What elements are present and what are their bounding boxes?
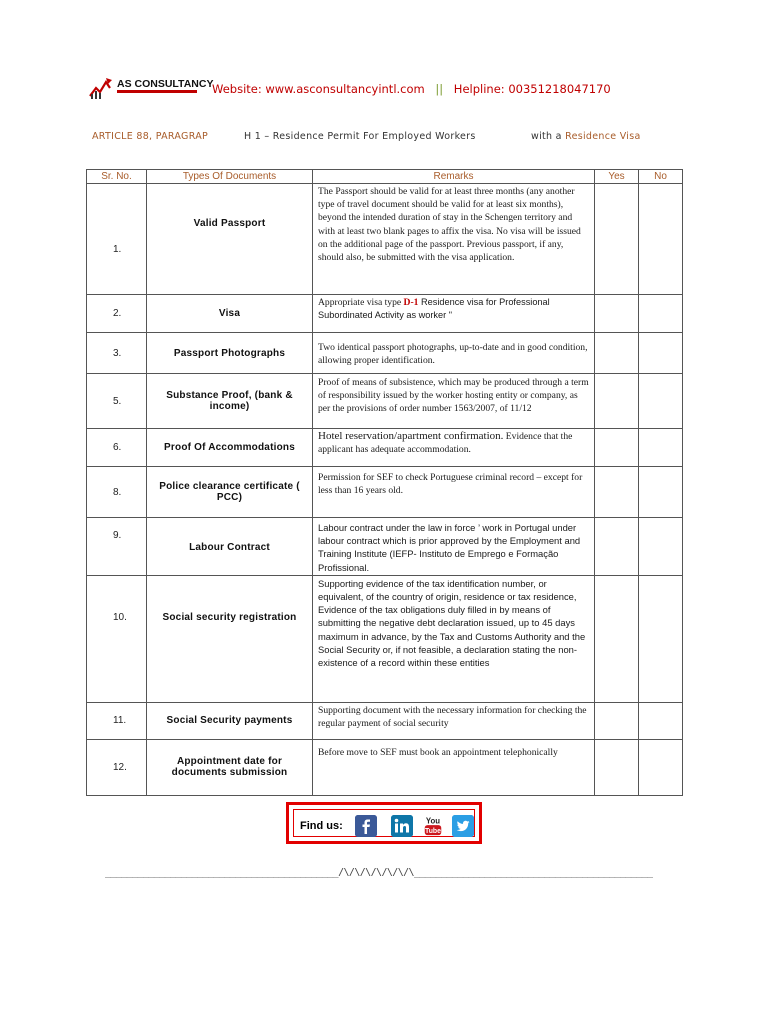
find-us-box xyxy=(286,802,482,844)
row-remarks: Proof of means of subsistence, which may be produced through a term of responsibility issued by the worker hosting entity or company, as per the provisions of order number 1563/2007, of 11/12 xyxy=(313,374,595,429)
facebook-icon[interactable] xyxy=(355,815,377,837)
no-checkbox-cell[interactable] xyxy=(639,374,683,429)
no-checkbox-cell[interactable] xyxy=(639,333,683,374)
remarks-suffix: Residence visa for Professional Subordinated Activity as worker " xyxy=(318,297,550,321)
row-document-type: Proof Of Accommodations xyxy=(147,429,313,467)
yes-checkbox-cell[interactable] xyxy=(595,518,639,576)
youtube-tube-text: Tube xyxy=(425,827,441,835)
header-document-type: Types Of Documents xyxy=(147,170,313,184)
header-no: No xyxy=(639,170,683,184)
yes-checkbox-cell[interactable] xyxy=(595,184,639,295)
remarks-prefix: Appropriate visa type xyxy=(318,297,404,308)
row-remarks: Supporting evidence of the tax identification number, or equivalent, of the country of origin, residence or tax residence, Evidence of the tax obligations duly filled in by means of submitting the negative debt declaration issued, up to 45 days maximum in advance, by the Tax and Customs Authority and the Social Security or, if not feasible, a declaration stating the non-existence of a record within these entities xyxy=(313,575,595,702)
table-row xyxy=(87,374,683,429)
yes-checkbox-cell[interactable] xyxy=(595,575,639,702)
yes-checkbox-cell[interactable] xyxy=(595,295,639,333)
table-header-row xyxy=(87,170,683,184)
article-reference: ARTICLE 88, PARAGRAP xyxy=(92,131,209,142)
row-document-type: Police clearance certificate ( PCC) xyxy=(147,467,313,518)
row-sr-no: 1. xyxy=(87,184,147,295)
table-row xyxy=(87,518,683,576)
visa-type-code: D-1 xyxy=(403,297,419,308)
header-yes: Yes xyxy=(595,170,639,184)
row-document-type: Social Security payments xyxy=(147,702,313,739)
row-sr-no: 9. xyxy=(87,518,147,576)
row-sr-no: 8. xyxy=(87,467,147,518)
row-sr-no: 12. xyxy=(87,739,147,795)
header-sr-no: Sr. No. xyxy=(87,170,147,184)
yes-checkbox-cell[interactable] xyxy=(595,374,639,429)
row-document-type: Substance Proof, (bank & income) xyxy=(147,374,313,429)
table-row xyxy=(87,184,683,295)
row-remarks: The Passport should be valid for at least three months (any another type of travel document should be valid for at least six months), beyond the intended duration of stay in the Schengen territory and with at least two blank pages to affix the visa. No visa will be issued on the additional page of the passport. Previous passport, if any, should also, be submitted with the visa application. xyxy=(313,184,595,295)
no-checkbox-cell[interactable] xyxy=(639,518,683,576)
row-sr-no: 10. xyxy=(87,575,147,702)
header-remarks: Remarks xyxy=(313,170,595,184)
no-checkbox-cell[interactable] xyxy=(639,429,683,467)
row-sr-no: 3. xyxy=(87,333,147,374)
row-remarks: Permission for SEF to check Portuguese criminal record – except for less than 16 years old. xyxy=(313,467,595,518)
find-us-inner-border xyxy=(293,809,475,837)
visa-type-prefix: with a xyxy=(531,131,566,142)
table-row xyxy=(87,702,683,739)
youtube-icon[interactable] xyxy=(423,815,443,837)
yes-checkbox-cell[interactable] xyxy=(595,333,639,374)
row-document-type: Social security registration xyxy=(147,575,313,702)
footer-divider: ___________________________________________/\/\/\/\/\/\/\____________________________________________ xyxy=(105,867,653,878)
row-document-type: Valid Passport xyxy=(147,184,313,295)
remarks-tail: Evidence that the applicant has adequate accommodation. xyxy=(318,431,573,456)
company-logo xyxy=(88,74,214,100)
table-row xyxy=(87,429,683,467)
website-link[interactable]: www.asconsultancyintl.com xyxy=(265,82,425,96)
row-remarks: Before move to SEF must book an appointment telephonically xyxy=(313,739,595,795)
visa-type-highlight: Residence Visa xyxy=(565,131,641,142)
row-sr-no: 5. xyxy=(87,374,147,429)
helpline-label: Helpline: xyxy=(453,82,505,96)
header-separator: || xyxy=(435,82,444,96)
youtube-you-text: You xyxy=(425,816,441,826)
row-remarks: Labour contract under the law in force ’ work in Portugal under labour contract which is prior approved by the Employment and Training Institute (IEFP- Instituto de Emprego e Formação Profissional. xyxy=(313,518,595,576)
find-us-label: Find us: xyxy=(300,820,343,832)
helpline-number[interactable]: 00351218047170 xyxy=(508,82,611,96)
table-row xyxy=(87,333,683,374)
documents-table xyxy=(86,169,683,796)
linkedin-icon[interactable] xyxy=(391,815,413,837)
row-remarks: Supporting document with the necessary information for checking the regular payment of social security xyxy=(313,702,595,739)
yes-checkbox-cell[interactable] xyxy=(595,702,639,739)
table-row xyxy=(87,467,683,518)
row-remarks xyxy=(313,295,595,333)
row-sr-no: 11. xyxy=(87,702,147,739)
yes-checkbox-cell[interactable] xyxy=(595,739,639,795)
row-document-type: Appointment date for documents submission xyxy=(147,739,313,795)
row-document-type: Visa xyxy=(147,295,313,333)
table-row xyxy=(87,295,683,333)
no-checkbox-cell[interactable] xyxy=(639,702,683,739)
row-sr-no: 6. xyxy=(87,429,147,467)
row-document-type: Passport Photographs xyxy=(147,333,313,374)
no-checkbox-cell[interactable] xyxy=(639,295,683,333)
yes-checkbox-cell[interactable] xyxy=(595,467,639,518)
table-row xyxy=(87,575,683,702)
no-checkbox-cell[interactable] xyxy=(639,739,683,795)
no-checkbox-cell[interactable] xyxy=(639,467,683,518)
row-remarks xyxy=(313,429,595,467)
row-remarks: Two identical passport photographs, up-to-date and in good condition, allowing proper identification. xyxy=(313,333,595,374)
no-checkbox-cell[interactable] xyxy=(639,575,683,702)
visa-type-note xyxy=(531,131,641,142)
header-contact-line xyxy=(212,82,611,96)
row-document-type: Labour Contract xyxy=(147,518,313,576)
row-sr-no: 2. xyxy=(87,295,147,333)
no-checkbox-cell[interactable] xyxy=(639,184,683,295)
table-row xyxy=(87,739,683,795)
yes-checkbox-cell[interactable] xyxy=(595,429,639,467)
website-label: Website: xyxy=(212,82,262,96)
twitter-icon[interactable] xyxy=(452,815,474,837)
permit-title: H 1 – Residence Permit For Employed Workers xyxy=(244,131,476,142)
remarks-lead: Hotel reservation/apartment confirmation. xyxy=(318,430,504,442)
logo-text: AS CONSULTANCY xyxy=(117,78,214,90)
